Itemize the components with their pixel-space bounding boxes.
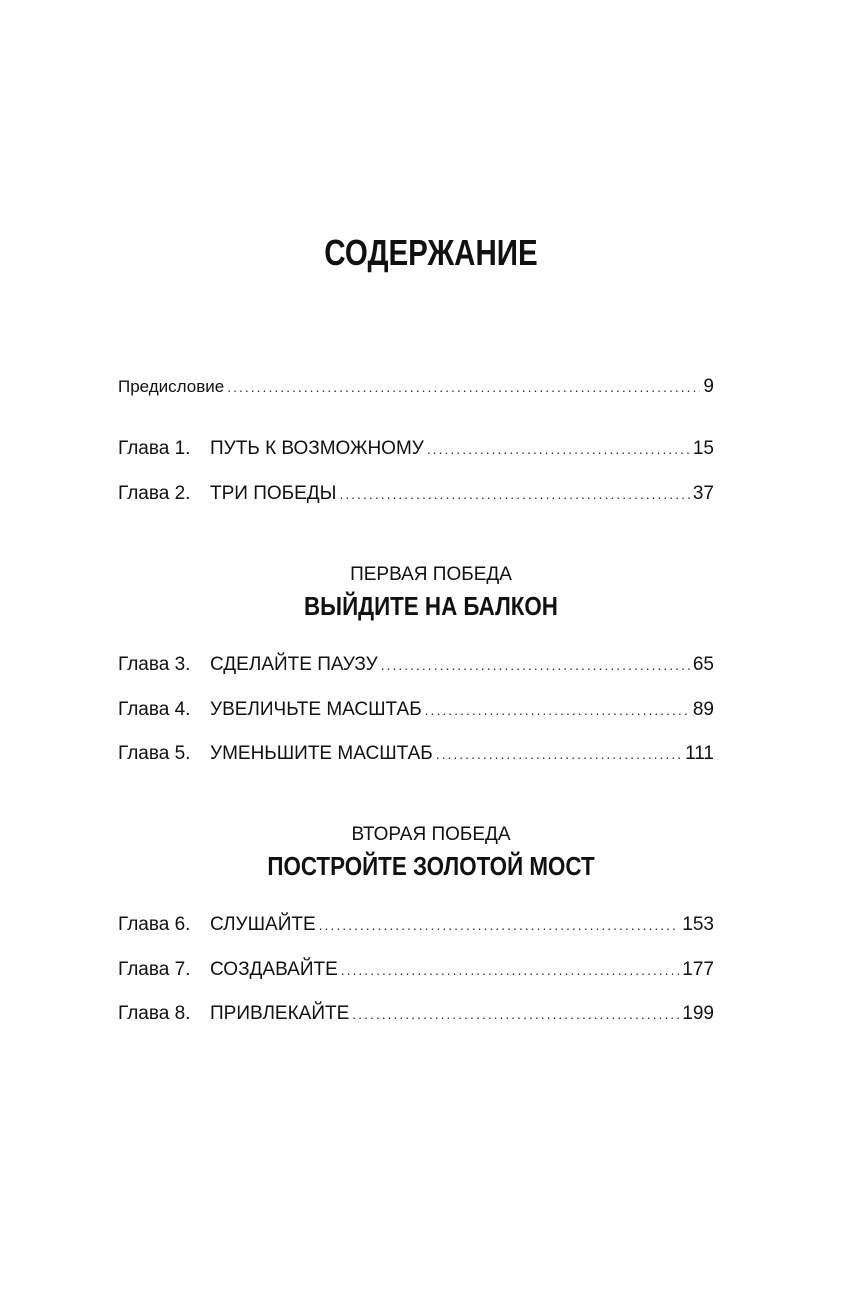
dot-leader: [381, 652, 690, 678]
chapter-title: СДЕЛАЙТЕ ПАУЗУ: [210, 654, 378, 675]
chapter-title: СЛУШАЙТЕ: [210, 914, 316, 935]
toc-entry-chapter-1: [118, 436, 714, 462]
entry-page-number: 153: [682, 914, 714, 935]
entry-page-number: 177: [682, 959, 714, 980]
chapter-label: Глава 6.: [118, 914, 191, 935]
toc-entry-chapter-6: [118, 912, 714, 938]
part-title: ВЫЙДИТЕ НА БАЛКОН: [304, 591, 558, 621]
entry-page-number: 15: [692, 438, 714, 459]
chapter-label: Глава 1.: [118, 438, 191, 459]
toc-entry-preface: [118, 374, 714, 400]
entry-page-number: 199: [682, 1003, 714, 1024]
toc-entry-chapter-7: [118, 957, 714, 983]
chapter-title: СОЗДАВАЙТЕ: [210, 959, 338, 980]
part-kicker: ВТОРАЯ ПОБЕДА: [351, 824, 511, 845]
entry-page-number: 9: [703, 376, 714, 397]
dot-leader: [227, 374, 700, 400]
page-title: СОДЕРЖАНИЕ: [324, 232, 538, 273]
entry-title: Предисловие: [118, 377, 225, 396]
part-title: ПОСТРОЙТЕ ЗОЛОТОЙ МОСТ: [267, 851, 595, 881]
entry-page-number: 65: [692, 654, 714, 675]
chapter-title: УМЕНЬШИТЕ МАСШТАБ: [210, 743, 433, 764]
entry-page-number: 37: [692, 483, 714, 504]
toc-entry-chapter-4: [118, 697, 714, 723]
toc-entry-chapter-2: [118, 481, 714, 507]
chapter-label: Глава 5.: [118, 743, 191, 764]
chapter-label: Глава 7.: [118, 959, 191, 980]
dot-leader: [425, 697, 690, 723]
chapter-label: Глава 3.: [118, 654, 191, 675]
chapter-label: Глава 4.: [118, 699, 191, 720]
dot-leader: [319, 912, 680, 938]
chapter-label: Глава 8.: [118, 1003, 191, 1024]
toc-entry-chapter-8: [118, 1001, 714, 1027]
chapter-title: УВЕЛИЧЬТЕ МАСШТАБ: [210, 699, 422, 720]
entry-page-number: 89: [692, 699, 714, 720]
dot-leader: [436, 741, 682, 767]
chapter-label: Глава 2.: [118, 483, 191, 504]
chapter-title: ТРИ ПОБЕДЫ: [210, 483, 337, 504]
entry-page-number: 111: [685, 743, 714, 764]
part-kicker: ПЕРВАЯ ПОБЕДА: [350, 564, 512, 585]
dot-leader: [352, 1001, 679, 1027]
dot-leader: [339, 481, 689, 507]
chapter-title: ПУТЬ К ВОЗМОЖНОМУ: [210, 438, 424, 459]
dot-leader: [341, 957, 680, 983]
dot-leader: [427, 436, 690, 462]
chapter-title: ПРИВЛЕКАЙТЕ: [210, 1003, 350, 1024]
toc-entry-chapter-3: [118, 652, 714, 678]
toc-entry-chapter-5: [118, 741, 714, 767]
